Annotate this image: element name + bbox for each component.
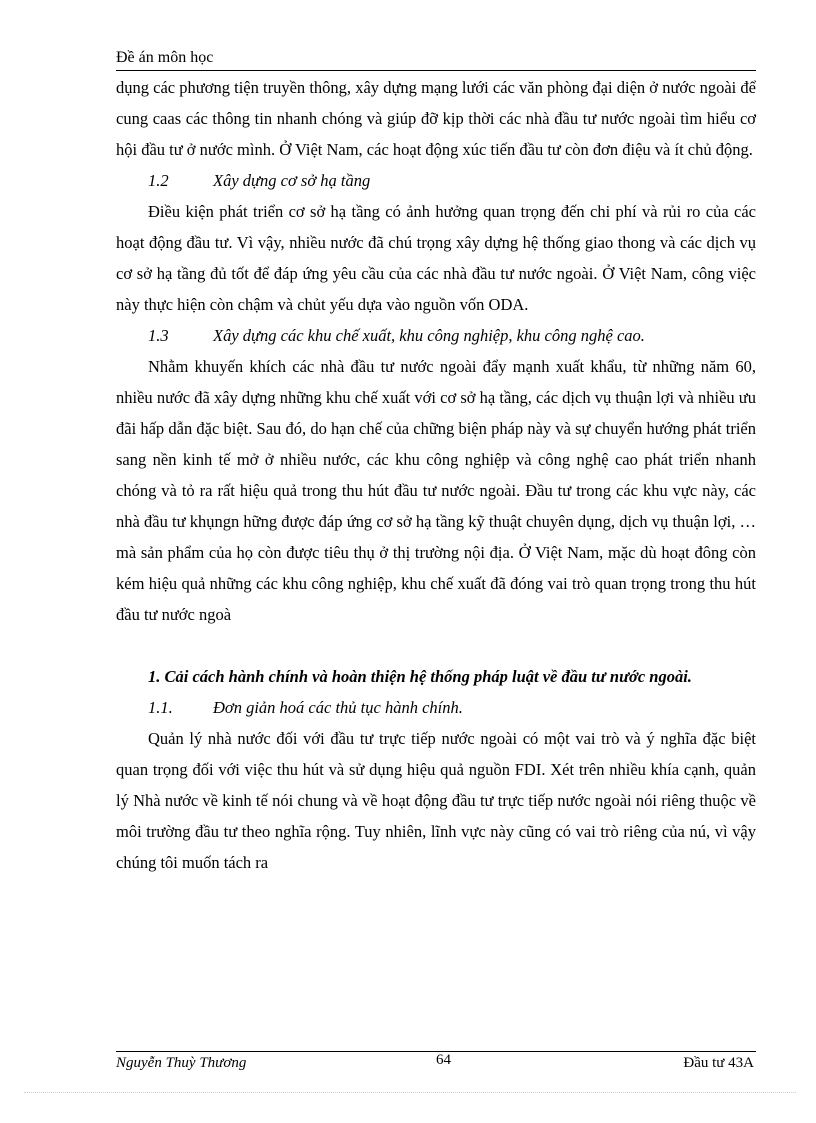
paragraph-state-management: Quản lý nhà nước đối với đầu tư trực tiếp nước ngoài có một vai trò và ý nghĩa đặc biệt quan trọng đối với việc thu hút và sử dụng hiệu quả nguồn FDI. Xét trên nhiều khía cạnh, quản lý Nhà nước về kinh tế nói chung và về hoạt động đầu tư trực tiếp nước ngoài nói riêng thuộc về môi trường đầu tư theo nghĩa rộng. Tuy nhiên, lĩnh vực này cũng có vai trò riêng của nú, vì vậy chúng tôi muốn tách ra	[116, 729, 756, 872]
page-number: 64	[436, 1052, 451, 1068]
subheading-procedures	[116, 692, 756, 723]
footer-class: Đầu tư 43A	[683, 1055, 754, 1071]
section-gap	[116, 630, 756, 661]
subheading-text: Xây dựng các khu chế xuất, khu công nghiệp, khu công nghệ cao.	[213, 326, 645, 345]
subheading-infrastructure	[116, 165, 756, 196]
subheading-text: Xây dựng cơ sở hạ tầng	[213, 171, 371, 190]
paragraph-zones: Nhằm khuyến khích các nhà đầu tư nước ngoài đẩy mạnh xuất khẩu, từ những năm 60, nhiều nước đã xây dựng những khu chế xuất với cơ sở hạ tầng, các dịch vụ thuận lợi và nhiều ưu đãi hấp dẫn đặc biệt. Sau đó, do hạn chế của chững biện pháp này và sự chuyển hướng phát triển sang nền kinh tế mở ở nhiều nước, các khu công nghiệp và công nghệ cao phát triển nhanh chóng và tỏ ra rất hiệu quả trong thu hút đầu tư nước ngoài. Đầu tư trong các khu vực này, các nhà đầu tư khụngn hững được đáp ứng cơ sở hạ tầng kỹ thuật chuyên dụng, dịch vụ thuận lợi, … mà sản phẩm của họ còn được tiêu thụ ở thị trường nội địa. Ở Việt Nam, mặc dù hoạt đông còn kém hiệu quả những các khu công nghiệp, khu chế xuất đã đóng vai trò quan trọng trong thu hút đầu tư nước ngoà	[116, 357, 756, 624]
paragraph-promotion: dụng các phương tiện truyền thông, xây dựng mạng lưới các văn phòng đại diện ở nước ngoài để cung caas các thông tin nhanh chóng và giúp đỡ kịp thời các nhà đầu tư nước ngoài tìm hiểu cơ hội đầu tư ở nước mình. Ở Việt Nam, các hoạt động xúc tiến đầu tư còn đơn điệu và ít chủ động.	[116, 78, 756, 159]
subheading-number: 1.1.	[148, 698, 173, 717]
subheading-number: 1.3	[148, 326, 169, 345]
subheading-zones	[116, 320, 756, 351]
section-heading-admin-reform: 1. Cải cách hành chính và hoàn thiện hệ thống pháp luật về đầu tư nước ngoài.	[148, 667, 692, 686]
header-rule	[116, 70, 756, 71]
header-title: Đề án môn học	[116, 49, 214, 66]
subheading-text: Đơn giản hoá các thủ tục hành chính.	[213, 698, 463, 717]
paragraph-infrastructure: Điều kiện phát triển cơ sở hạ tầng có ảnh hưởng quan trọng đến chi phí và rủi ro của các hoạt động đầu tư. Vì vậy, nhiều nước đã chú trọng xây dựng hệ thống giao thong và các dịch vụ cơ sở hạ tầng đủ tốt để đáp ứng yêu cầu của các nhà đầu tư nước ngoài. Ở Việt Nam, công việc này thực hiện còn chậm và chủt yếu dựa vào nguồn vốn ODA.	[116, 202, 756, 314]
document-body	[116, 72, 756, 878]
page-edge-dotted-line	[24, 1092, 796, 1093]
footer-author: Nguyễn Thuỳ Thương	[116, 1055, 247, 1071]
subheading-number: 1.2	[148, 171, 169, 190]
